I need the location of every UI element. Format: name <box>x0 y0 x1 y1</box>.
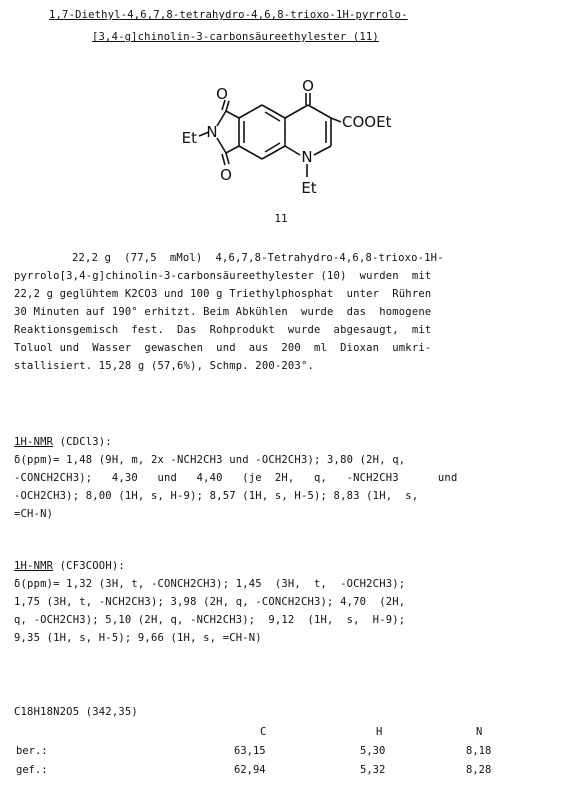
nmr1-line: -CONCH2CH3); 4,30 und 4,40 (je 2H, q, -NCH2CH3 und <box>14 472 458 484</box>
table-cell: gef.: <box>16 763 48 776</box>
bond <box>226 111 239 118</box>
bond <box>222 154 225 165</box>
bond <box>226 153 229 164</box>
table-header-cell: H <box>376 725 383 738</box>
table-cell: 8,18 <box>466 744 492 757</box>
procedure-line: Toluol und Wasser gewaschen und aus 200 ml Dioxan umkri- <box>14 342 432 354</box>
table-header-cell <box>14 722 234 741</box>
procedure-line: Reaktionsgemisch fest. Das Rohprodukt wurde abgesaugt, mit <box>14 324 432 336</box>
title-line-1: 1,7-Diethyl-4,6,7,8-tetrahydro-4,6,8-trioxo-1H-pyrrolo- <box>49 9 408 21</box>
procedure-line: 30 Minuten auf 190° erhitzt. Beim Abkühlen wurde das homogene <box>14 306 432 318</box>
compound-number: 11 <box>274 212 288 225</box>
procedure-line: pyrrolo[3,4-g]chinolin-3-carbonsäureethylester (10) wurden mit <box>14 270 432 282</box>
nmr1-line: δ(ppm)= 1,48 (9H, m, 2x -NCH2CH3 und -OCH2CH3); 3,80 (2H, q, <box>14 454 406 466</box>
nmr2-heading: 1H-NMR <box>14 560 54 572</box>
table-header-cell: C <box>260 725 267 738</box>
molecular-formula: C18H18N2O5 (342,35) <box>14 706 138 718</box>
nmr2-line: 1,75 (3H, t, -NCH2CH3); 3,98 (2H, q, -CONCH2CH3); 4,70 (2H, <box>14 596 406 608</box>
nmr1-heading: 1H-NMR <box>14 436 54 448</box>
bond <box>226 146 239 153</box>
table-cell: 63,15 <box>234 744 266 757</box>
atom-n-ring: N <box>301 148 313 166</box>
table-cell: 62,94 <box>234 763 266 776</box>
nmr1-line: -OCH2CH3); 8,00 (1H, s, H-9); 8,57 (1H, s, H-5); 8,83 (1H, s, <box>14 490 419 502</box>
procedure-line: 22,2 g (77,5 mMol) 4,6,7,8-Tetrahydro-4,6,8-trioxo-1H- <box>72 252 444 264</box>
procedure-line: stallisiert. 15,28 g (57,6%), Schmp. 200-203°. <box>14 360 314 372</box>
substituent-et-left: Et <box>181 129 197 147</box>
bond <box>217 138 226 153</box>
title-line-2: [3,4-g]chinolin-3-carbonsäureethylester (11) <box>92 31 379 43</box>
atom-n-imide: N <box>206 123 218 141</box>
table-cell: 5,32 <box>360 763 386 776</box>
table-row <box>14 741 546 760</box>
bond <box>331 118 341 122</box>
bond <box>217 111 226 126</box>
nmr2-line: q, -OCH2CH3); 5,10 (2H, q, -NCH2CH3); 9,12 (1H, s, H-9); <box>14 614 406 626</box>
nmr2-line: δ(ppm)= 1,32 (3H, t, -CONCH2CH3); 1,45 (3H, t, -OCH2CH3); <box>14 578 406 590</box>
table-cell: ber.: <box>16 744 48 757</box>
bond <box>308 105 331 118</box>
nmr2-solvent: (CF3COOH): <box>53 560 125 572</box>
table-row <box>14 760 546 779</box>
nmr2-heading-line <box>14 560 125 572</box>
table-header-row <box>14 722 546 741</box>
nmr1-solvent: (CDCl3): <box>53 436 112 448</box>
nmr1-heading-line <box>14 436 112 448</box>
nmr1-line: =CH-N) <box>14 508 54 520</box>
bond <box>239 105 262 118</box>
table-header-cell: N <box>476 725 483 738</box>
table-cell: 8,28 <box>466 763 492 776</box>
nmr2-line: 9,35 (1H, s, H-5); 9,66 (1H, s, =CH-N) <box>14 632 262 644</box>
bond <box>285 105 308 118</box>
substituent-et-bottom: Et <box>301 179 317 197</box>
atom-o-bottom-left: O <box>220 166 232 184</box>
elemental-analysis-table <box>14 722 546 779</box>
atom-o-top-left: O <box>216 85 228 103</box>
table-cell: 5,30 <box>360 744 386 757</box>
atom-o-top-right: O <box>302 77 314 95</box>
procedure-line: 22,2 g geglühtem K2CO3 und 100 g Triethylphosphat unter Rühren <box>14 288 432 300</box>
bond <box>285 146 300 155</box>
bond <box>239 146 262 159</box>
bond <box>314 146 331 155</box>
substituent-ester: COOEt <box>342 113 392 131</box>
